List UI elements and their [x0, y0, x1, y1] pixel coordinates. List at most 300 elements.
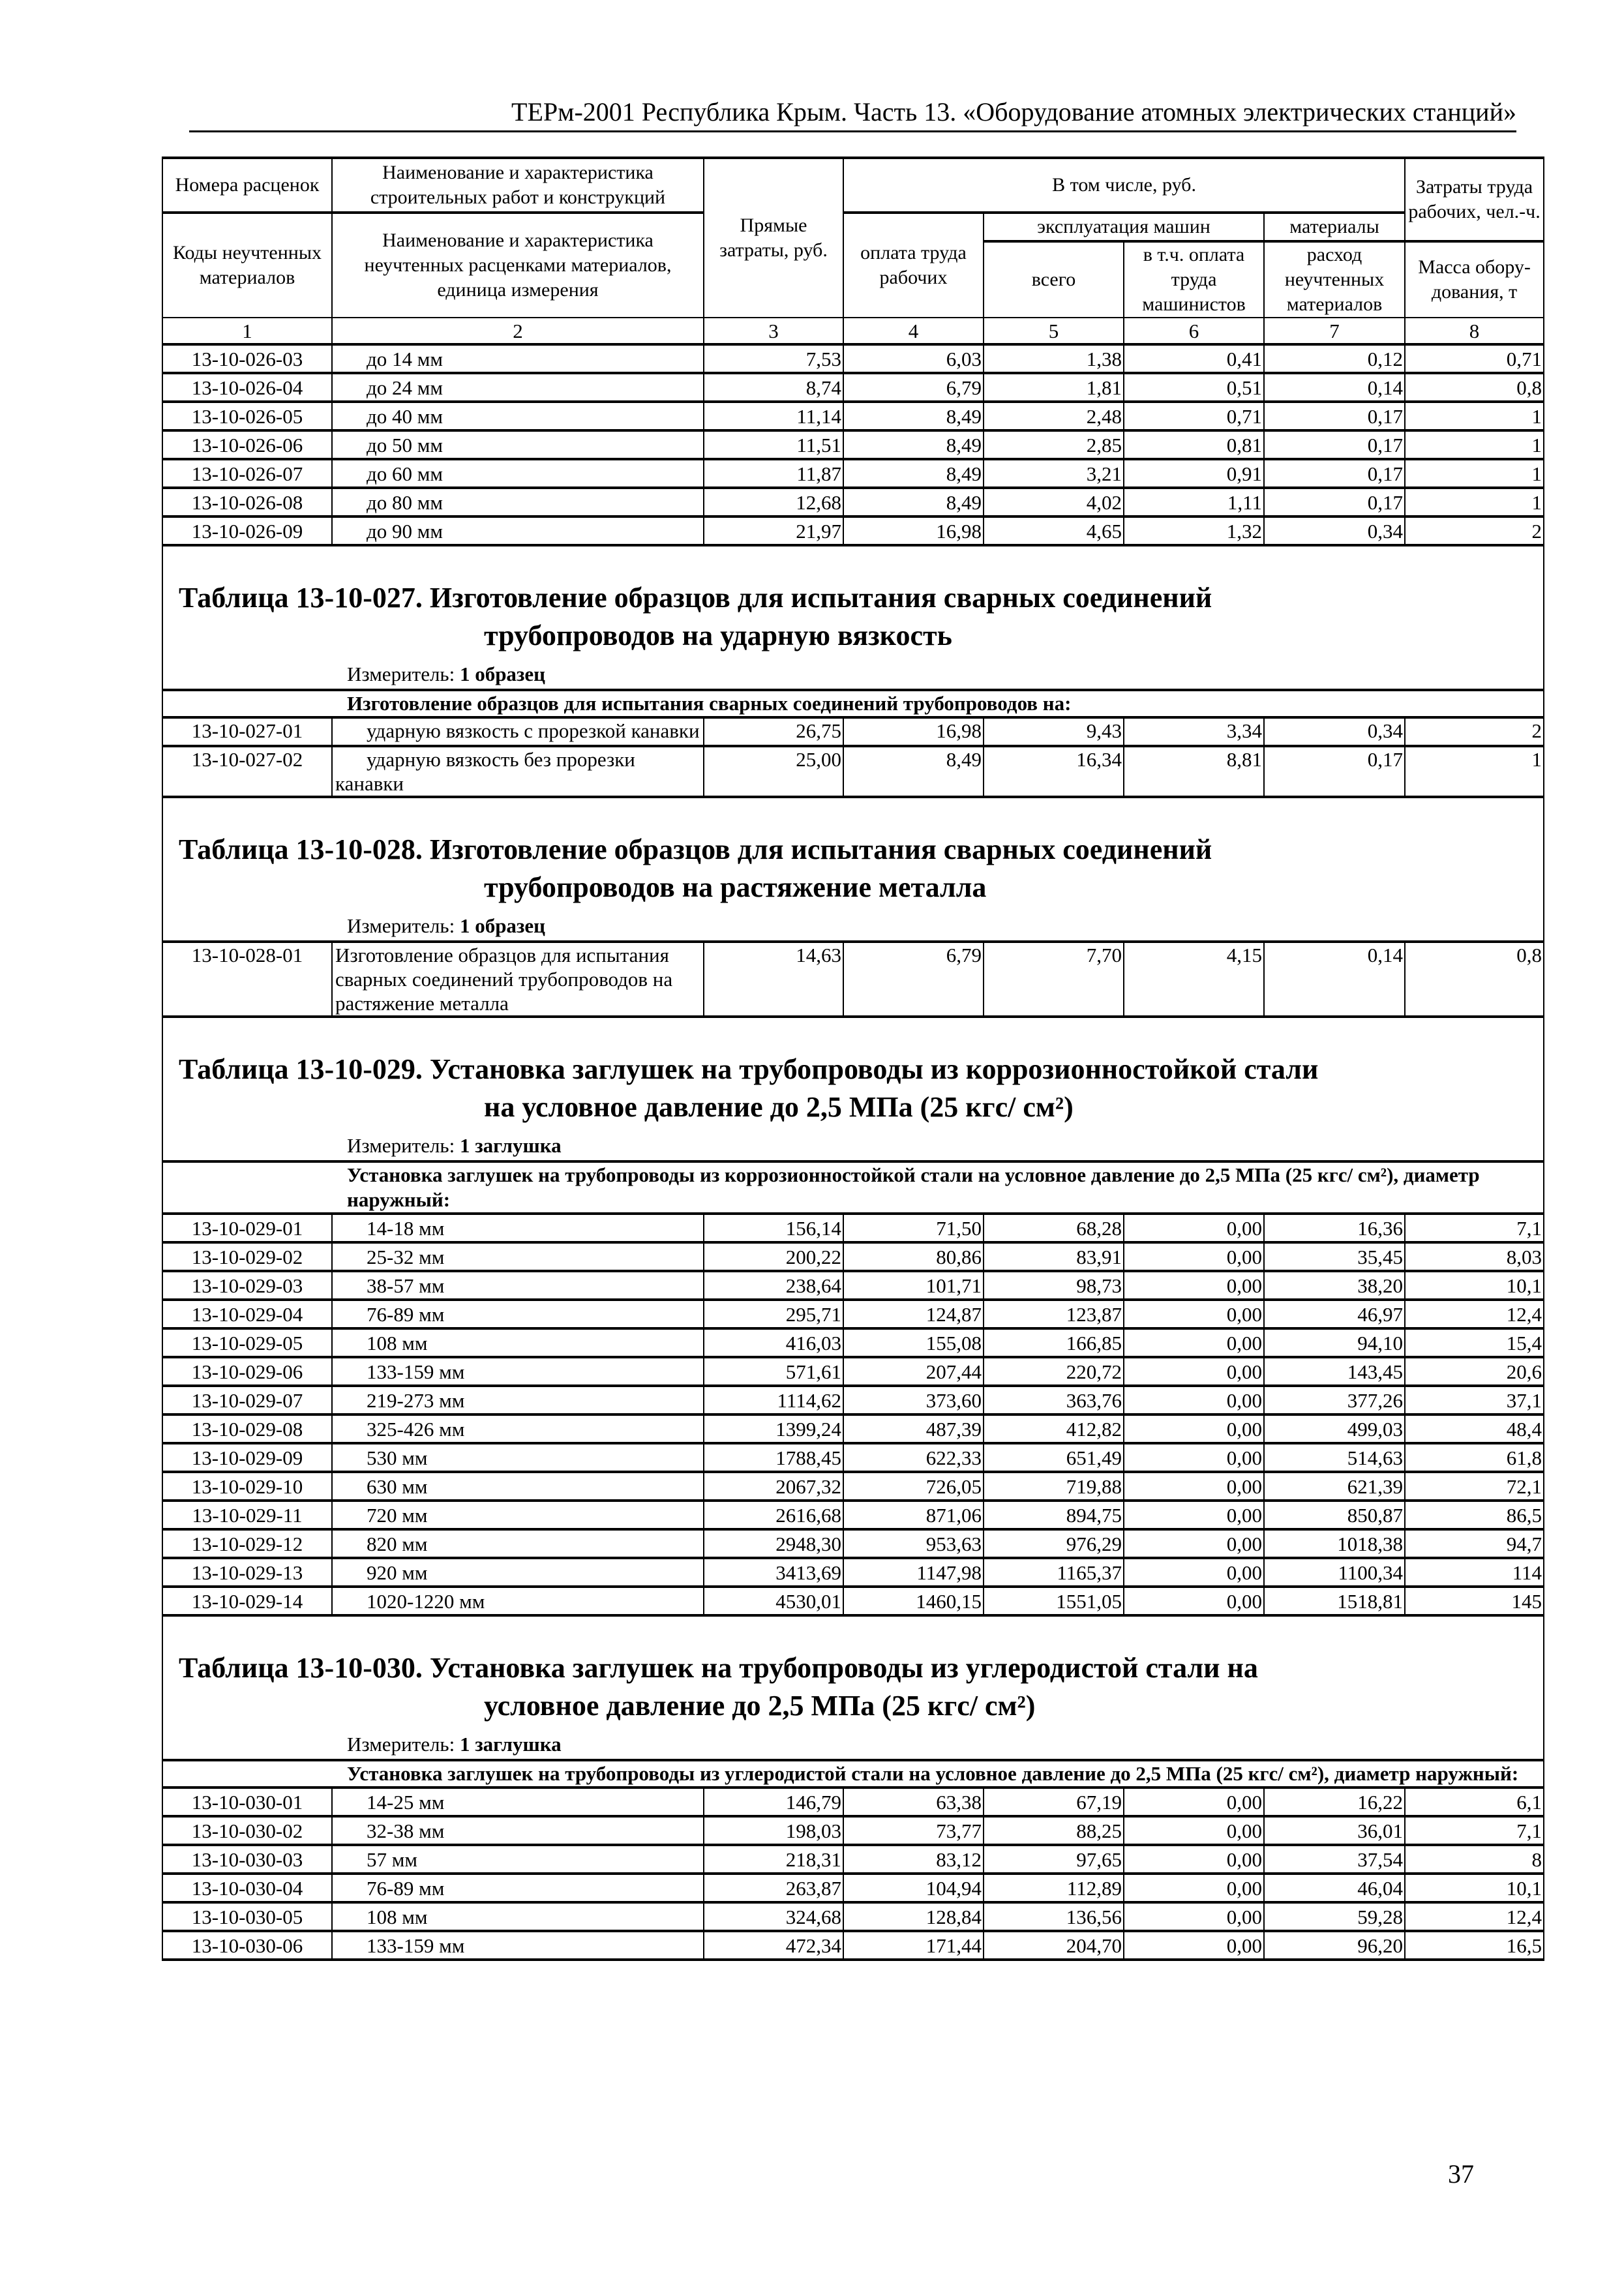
- materials-cost: 35,45: [1264, 1242, 1405, 1271]
- labor-pay: 1147,98: [843, 1558, 984, 1587]
- machines-total: 220,72: [984, 1357, 1124, 1386]
- rate-code: 13-10-028-01: [162, 942, 332, 1017]
- machinist-pay: 0,00: [1124, 1845, 1264, 1874]
- table-row: [162, 1788, 1544, 1816]
- column-number: 3: [704, 318, 843, 344]
- labor-pay: 16,98: [843, 516, 984, 545]
- table-row: [162, 1931, 1544, 1960]
- table-029-group-row: [162, 1161, 1544, 1214]
- col1-header-bottom: Коды неучтенных материалов: [162, 213, 332, 318]
- rate-code: 13-10-026-09: [162, 516, 332, 545]
- rate-code: 13-10-030-04: [162, 1874, 332, 1902]
- work-name: до 60 мм: [332, 459, 704, 488]
- machines-total: 204,70: [984, 1931, 1124, 1960]
- table-029-title-line2: на условное давление до 2,5 МПа (25 кгс/ см²): [484, 1091, 1074, 1123]
- table-row: [162, 1472, 1544, 1501]
- labor-pay: 8,49: [843, 459, 984, 488]
- work-name: 32-38 мм: [332, 1816, 704, 1845]
- machines-total: 67,19: [984, 1788, 1124, 1816]
- labor-hours: 1: [1405, 746, 1544, 797]
- table-028-title-line1: Таблица 13-10-028. Изготовление образцов для испытания сварных соединений: [179, 833, 1212, 865]
- machinist-pay: 0,00: [1124, 1788, 1264, 1816]
- header-row-1: [162, 158, 1544, 213]
- table-row: [162, 1529, 1544, 1558]
- table-row: [162, 1443, 1544, 1472]
- labor-hours: 0,71: [1405, 344, 1544, 373]
- rate-code: 13-10-027-01: [162, 717, 332, 746]
- direct-costs: 26,75: [704, 717, 843, 746]
- column-number: 5: [984, 318, 1124, 344]
- rate-code: 13-10-029-10: [162, 1472, 332, 1501]
- table-row: [162, 1587, 1544, 1615]
- included-header: В том числе, руб.: [843, 158, 1405, 213]
- rate-code: 13-10-026-07: [162, 459, 332, 488]
- table-028-title-block: [162, 797, 1544, 942]
- rate-code: 13-10-030-06: [162, 1931, 332, 1960]
- labor-hours: 10,1: [1405, 1874, 1544, 1902]
- labor-hours: 72,1: [1405, 1472, 1544, 1501]
- direct-costs: 1399,24: [704, 1414, 843, 1443]
- machines-total: 363,76: [984, 1386, 1124, 1414]
- direct-costs: 3413,69: [704, 1558, 843, 1587]
- table-row: [162, 1816, 1544, 1845]
- labor-hours: 12,4: [1405, 1902, 1544, 1931]
- machinist-pay: 0,00: [1124, 1386, 1264, 1414]
- direct-costs: 4530,01: [704, 1587, 843, 1615]
- materials-cost: 1518,81: [1264, 1587, 1405, 1615]
- materials-cost: 46,04: [1264, 1874, 1405, 1902]
- direct-costs: 218,31: [704, 1845, 843, 1874]
- direct-costs: 11,87: [704, 459, 843, 488]
- work-name: 14-25 мм: [332, 1788, 704, 1816]
- machinist-pay: 0,00: [1124, 1472, 1264, 1501]
- table-row: [162, 1902, 1544, 1931]
- materials-cost: 1018,38: [1264, 1529, 1405, 1558]
- work-name: до 80 мм: [332, 488, 704, 516]
- labor-pay: 1460,15: [843, 1587, 984, 1615]
- table-row: [162, 430, 1544, 459]
- table-row: [162, 1501, 1544, 1529]
- work-name: 57 мм: [332, 1845, 704, 1874]
- labor-pay: 8,49: [843, 746, 984, 797]
- table-row: [162, 1357, 1544, 1386]
- materials-cost: 0,14: [1264, 942, 1405, 1017]
- col2-header-top: Наименование и характеристика строительных работ и конструкций: [332, 158, 704, 213]
- table-026-rows: [162, 344, 1544, 545]
- table-row: [162, 488, 1544, 516]
- rate-code: 13-10-026-04: [162, 373, 332, 402]
- rate-code: 13-10-030-05: [162, 1902, 332, 1931]
- labor-hours: 48,4: [1405, 1414, 1544, 1443]
- table-row: [162, 459, 1544, 488]
- price-table: [162, 157, 1544, 1961]
- materials-cost: 0,34: [1264, 717, 1405, 746]
- labor-pay: 726,05: [843, 1472, 984, 1501]
- labor-pay: 155,08: [843, 1328, 984, 1357]
- direct-costs: 25,00: [704, 746, 843, 797]
- direct-costs: 295,71: [704, 1300, 843, 1328]
- table-028-measure: Измеритель: 1 образец: [347, 914, 546, 937]
- labor-hours: 1: [1405, 430, 1544, 459]
- rate-code: 13-10-029-09: [162, 1443, 332, 1472]
- col1-header-top: Номера расценок: [162, 158, 332, 213]
- rate-code: 13-10-029-06: [162, 1357, 332, 1386]
- column-number: 2: [332, 318, 704, 344]
- table-row: [162, 1328, 1544, 1357]
- labor-hours: 61,8: [1405, 1443, 1544, 1472]
- direct-costs: 571,61: [704, 1357, 843, 1386]
- machines-total: 1,38: [984, 344, 1124, 373]
- machines-total: 1165,37: [984, 1558, 1124, 1587]
- materials-cost: 0,17: [1264, 459, 1405, 488]
- labor-pay: 8,49: [843, 430, 984, 459]
- table-030-measure: Измеритель: 1 заглушка: [347, 1733, 562, 1756]
- direct-costs: 146,79: [704, 1788, 843, 1816]
- direct-costs: 1114,62: [704, 1386, 843, 1414]
- machinist-pay: 0,00: [1124, 1931, 1264, 1960]
- work-name: Изготовление образцов для испытания сварных соединений трубопроводов на растяжение металла: [332, 942, 704, 1017]
- work-name: 108 мм: [332, 1902, 704, 1931]
- direct-costs: 200,22: [704, 1242, 843, 1271]
- machinist-pay: 0,00: [1124, 1501, 1264, 1529]
- machinist-pay: 0,81: [1124, 430, 1264, 459]
- labor-pay: 71,50: [843, 1214, 984, 1242]
- work-name: 720 мм: [332, 1501, 704, 1529]
- direct-costs: 263,87: [704, 1874, 843, 1902]
- labor-pay: 16,98: [843, 717, 984, 746]
- column-number: 7: [1264, 318, 1405, 344]
- table-027-group-label: Изготовление образцов для испытания сварных соединений трубопроводов на:: [162, 690, 1544, 717]
- materials-cost: 621,39: [1264, 1472, 1405, 1501]
- labor-pay: 128,84: [843, 1902, 984, 1931]
- machines-total: 4,02: [984, 488, 1124, 516]
- labor-pay: 83,12: [843, 1845, 984, 1874]
- labor-hours: 8,03: [1405, 1242, 1544, 1271]
- materials-cost: 0,17: [1264, 746, 1405, 797]
- labor-hours: 7,1: [1405, 1214, 1544, 1242]
- materials-cost: 37,54: [1264, 1845, 1405, 1874]
- table-029-group-label: Установка заглушек на трубопроводы из коррозионностойкой стали на условное давление до 2,5 МПа (25 кгс/ см²), диаметр наружный:: [162, 1161, 1544, 1214]
- work-name: 325-426 мм: [332, 1414, 704, 1443]
- table-row: [162, 1874, 1544, 1902]
- labor-hours: 2: [1405, 717, 1544, 746]
- machines-total: 2,48: [984, 402, 1124, 430]
- direct-costs: 1788,45: [704, 1443, 843, 1472]
- table-027-title-line2: трубопроводов на ударную вязкость: [484, 620, 952, 651]
- column-number: 6: [1124, 318, 1264, 344]
- rate-code: 13-10-029-11: [162, 1501, 332, 1529]
- machines-total: 83,91: [984, 1242, 1124, 1271]
- work-name: 133-159 мм: [332, 1357, 704, 1386]
- direct-costs: 416,03: [704, 1328, 843, 1357]
- machines-total: 2,85: [984, 430, 1124, 459]
- labor-pay: 124,87: [843, 1300, 984, 1328]
- direct-costs: 8,74: [704, 373, 843, 402]
- table-row: [162, 1242, 1544, 1271]
- labor-pay: 80,86: [843, 1242, 984, 1271]
- labor-pay: 6,79: [843, 942, 984, 1017]
- materials-cost: 59,28: [1264, 1902, 1405, 1931]
- rate-code: 13-10-029-13: [162, 1558, 332, 1587]
- work-name: 14-18 мм: [332, 1214, 704, 1242]
- direct-costs: 472,34: [704, 1931, 843, 1960]
- labor-pay: 104,94: [843, 1874, 984, 1902]
- machines-total: 976,29: [984, 1529, 1124, 1558]
- work-name: 133-159 мм: [332, 1931, 704, 1960]
- table-029-measure: Измеритель: 1 заглушка: [347, 1134, 562, 1157]
- col5-header: всего: [984, 241, 1124, 318]
- table-030-rows: [162, 1788, 1544, 1960]
- rate-code: 13-10-030-02: [162, 1816, 332, 1845]
- labor-hours: 1: [1405, 402, 1544, 430]
- direct-costs: 238,64: [704, 1271, 843, 1300]
- table-row: [162, 1386, 1544, 1414]
- direct-costs: 2067,32: [704, 1472, 843, 1501]
- work-name: 920 мм: [332, 1558, 704, 1587]
- column-number: 1: [162, 318, 332, 344]
- labor-hours: 145: [1405, 1587, 1544, 1615]
- direct-costs: 21,97: [704, 516, 843, 545]
- table-027-measure: Измеритель: 1 образец: [347, 663, 546, 685]
- materials-cost: 850,87: [1264, 1501, 1405, 1529]
- table-row: [162, 746, 1544, 797]
- table-row: [162, 1558, 1544, 1587]
- labor-hours: 12,4: [1405, 1300, 1544, 1328]
- labor-pay: 8,49: [843, 402, 984, 430]
- table-029-rows: [162, 1214, 1544, 1615]
- col4-header: оплата труда рабочих: [843, 213, 984, 318]
- direct-costs: 324,68: [704, 1902, 843, 1931]
- header-rule: [189, 130, 1516, 132]
- rate-code: 13-10-030-01: [162, 1788, 332, 1816]
- direct-costs: 7,53: [704, 344, 843, 373]
- work-name: до 50 мм: [332, 430, 704, 459]
- machinist-pay: 0,00: [1124, 1529, 1264, 1558]
- machinist-pay: 0,00: [1124, 1443, 1264, 1472]
- materials-cost: 143,45: [1264, 1357, 1405, 1386]
- table-030-title-line1: Таблица 13-10-030. Установка заглушек на трубопроводы из углеродистой стали на: [179, 1652, 1258, 1684]
- labor-pay: 6,03: [843, 344, 984, 373]
- table-027-title-line1: Таблица 13-10-027. Изготовление образцов для испытания сварных соединений: [179, 582, 1212, 614]
- materials-cost: 96,20: [1264, 1931, 1405, 1960]
- work-name: ударную вязкость без прорезки канавки: [332, 746, 704, 797]
- machinist-pay: 1,11: [1124, 488, 1264, 516]
- labor-hours: 94,7: [1405, 1529, 1544, 1558]
- work-name: 530 мм: [332, 1443, 704, 1472]
- materials-header: материалы: [1264, 213, 1405, 241]
- work-name: до 90 мм: [332, 516, 704, 545]
- machinist-pay: 0,41: [1124, 344, 1264, 373]
- table-row: [162, 402, 1544, 430]
- materials-cost: 46,97: [1264, 1300, 1405, 1328]
- machinist-pay: 0,00: [1124, 1902, 1264, 1931]
- labor-pay: 622,33: [843, 1443, 984, 1472]
- rate-code: 13-10-026-06: [162, 430, 332, 459]
- machinist-pay: 0,91: [1124, 459, 1264, 488]
- machines-total: 9,43: [984, 717, 1124, 746]
- header-row-2: [162, 213, 1544, 241]
- table-row: [162, 1214, 1544, 1242]
- rate-code: 13-10-030-03: [162, 1845, 332, 1874]
- labor-pay: 373,60: [843, 1386, 984, 1414]
- machines-total: 719,88: [984, 1472, 1124, 1501]
- machinist-pay: 0,00: [1124, 1414, 1264, 1443]
- direct-costs: 156,14: [704, 1214, 843, 1242]
- rate-code: 13-10-029-12: [162, 1529, 332, 1558]
- machines-total: 112,89: [984, 1874, 1124, 1902]
- rate-code: 13-10-029-02: [162, 1242, 332, 1271]
- materials-cost: 38,20: [1264, 1271, 1405, 1300]
- materials-cost: 377,26: [1264, 1386, 1405, 1414]
- rate-code: 13-10-029-14: [162, 1587, 332, 1615]
- table-029-title-block: [162, 1017, 1544, 1161]
- machinist-pay: 4,15: [1124, 942, 1264, 1017]
- materials-cost: 94,10: [1264, 1328, 1405, 1357]
- rate-code: 13-10-029-08: [162, 1414, 332, 1443]
- labor-hours: 0,8: [1405, 942, 1544, 1017]
- labor-pay: 487,39: [843, 1414, 984, 1443]
- labor-hours: 1: [1405, 488, 1544, 516]
- page-number: 37: [1448, 2159, 1474, 2189]
- direct-costs: 12,68: [704, 488, 843, 516]
- rate-code: 13-10-026-03: [162, 344, 332, 373]
- table-027-rows: [162, 717, 1544, 797]
- running-header: ТЕРм-2001 Республика Крым. Часть 13. «Оборудование атомных электрических станций»: [511, 97, 1516, 127]
- rate-code: 13-10-029-05: [162, 1328, 332, 1357]
- column-number: 8: [1405, 318, 1544, 344]
- materials-cost: 514,63: [1264, 1443, 1405, 1472]
- materials-cost: 0,17: [1264, 488, 1405, 516]
- machinist-pay: 0,00: [1124, 1587, 1264, 1615]
- labor-hours: 0,8: [1405, 373, 1544, 402]
- work-name: 38-57 мм: [332, 1271, 704, 1300]
- work-name: 630 мм: [332, 1472, 704, 1501]
- work-name: 25-32 мм: [332, 1242, 704, 1271]
- machinist-pay: 8,81: [1124, 746, 1264, 797]
- col7-header: расход неучтенных материалов: [1264, 241, 1405, 318]
- machinist-pay: 3,34: [1124, 717, 1264, 746]
- materials-cost: 36,01: [1264, 1816, 1405, 1845]
- table-029-title-line1: Таблица 13-10-029. Установка заглушек на трубопроводы из коррозионностойкой стали: [179, 1053, 1319, 1085]
- col8-header-top: Затраты труда рабочих, чел.-ч.: [1405, 158, 1544, 241]
- labor-hours: 10,1: [1405, 1271, 1544, 1300]
- labor-pay: 73,77: [843, 1816, 984, 1845]
- materials-cost: 0,34: [1264, 516, 1405, 545]
- machines-total: 123,87: [984, 1300, 1124, 1328]
- materials-cost: 0,12: [1264, 344, 1405, 373]
- rate-code: 13-10-027-02: [162, 746, 332, 797]
- work-name: ударную вязкость с прорезкой канавки: [332, 717, 704, 746]
- labor-pay: 6,79: [843, 373, 984, 402]
- labor-hours: 16,5: [1405, 1931, 1544, 1960]
- machinist-pay: 0,00: [1124, 1328, 1264, 1357]
- table-row: [162, 717, 1544, 746]
- machines-total: 412,82: [984, 1414, 1124, 1443]
- work-name: до 40 мм: [332, 402, 704, 430]
- labor-hours: 20,6: [1405, 1357, 1544, 1386]
- machines-total: 3,21: [984, 459, 1124, 488]
- rate-code: 13-10-026-08: [162, 488, 332, 516]
- machines-total: 98,73: [984, 1271, 1124, 1300]
- materials-cost: 0,17: [1264, 402, 1405, 430]
- materials-cost: 1100,34: [1264, 1558, 1405, 1587]
- machinist-pay: 1,32: [1124, 516, 1264, 545]
- machines-total: 1,81: [984, 373, 1124, 402]
- table-027-group-row: [162, 690, 1544, 717]
- work-name: 108 мм: [332, 1328, 704, 1357]
- table-029-title: [163, 1051, 1543, 1126]
- labor-pay: 63,38: [843, 1788, 984, 1816]
- machines-total: 16,34: [984, 746, 1124, 797]
- table-row: [162, 1300, 1544, 1328]
- table-030-title: [163, 1649, 1543, 1725]
- machines-total: 4,65: [984, 516, 1124, 545]
- work-name: до 24 мм: [332, 373, 704, 402]
- labor-hours: 6,1: [1405, 1788, 1544, 1816]
- machinist-pay: 0,00: [1124, 1816, 1264, 1845]
- labor-pay: 953,63: [843, 1529, 984, 1558]
- work-name: 219-273 мм: [332, 1386, 704, 1414]
- rate-code: 13-10-029-04: [162, 1300, 332, 1328]
- materials-cost: 0,14: [1264, 373, 1405, 402]
- col6-header: в т.ч. оплата труда машинистов: [1124, 241, 1264, 318]
- direct-costs: 198,03: [704, 1816, 843, 1845]
- machinist-pay: 0,00: [1124, 1558, 1264, 1587]
- labor-hours: 86,5: [1405, 1501, 1544, 1529]
- labor-hours: 1: [1405, 459, 1544, 488]
- direct-costs: 2616,68: [704, 1501, 843, 1529]
- machines-total: 1551,05: [984, 1587, 1124, 1615]
- table-030-group-row: [162, 1760, 1544, 1788]
- table-027-title-block: [162, 545, 1544, 690]
- materials-cost: 0,17: [1264, 430, 1405, 459]
- labor-pay: 8,49: [843, 488, 984, 516]
- machines-total: 166,85: [984, 1328, 1124, 1357]
- column-numbers-row: [162, 318, 1544, 344]
- work-name: 820 мм: [332, 1529, 704, 1558]
- work-name: до 14 мм: [332, 344, 704, 373]
- labor-hours: 7,1: [1405, 1816, 1544, 1845]
- table-028-title: [163, 831, 1543, 906]
- machinist-pay: 0,00: [1124, 1214, 1264, 1242]
- table-028-rows: [162, 942, 1544, 1017]
- table-row: [162, 344, 1544, 373]
- price-table-container: [162, 157, 1543, 1961]
- direct-costs: 11,51: [704, 430, 843, 459]
- table-027-title: [163, 579, 1543, 655]
- column-number: 4: [843, 318, 984, 344]
- col2-header-bottom: Наименование и характеристика неучтенных расценками материалов, единица измерения: [332, 213, 704, 318]
- labor-pay: 871,06: [843, 1501, 984, 1529]
- table-row: [162, 1414, 1544, 1443]
- machines-total: 136,56: [984, 1902, 1124, 1931]
- machinist-pay: 0,51: [1124, 373, 1264, 402]
- col8-header-bottom: Масса обору-дования, т: [1405, 241, 1544, 318]
- labor-hours: 114: [1405, 1558, 1544, 1587]
- labor-hours: 15,4: [1405, 1328, 1544, 1357]
- table-row: [162, 942, 1544, 1017]
- table-row: [162, 1271, 1544, 1300]
- machinist-pay: 0,00: [1124, 1874, 1264, 1902]
- rate-code: 13-10-029-07: [162, 1386, 332, 1414]
- machinist-pay: 0,71: [1124, 402, 1264, 430]
- materials-cost: 16,22: [1264, 1788, 1405, 1816]
- table-row: [162, 373, 1544, 402]
- labor-pay: 207,44: [843, 1357, 984, 1386]
- machinist-pay: 0,00: [1124, 1242, 1264, 1271]
- table-030-title-line2: условное давление до 2,5 МПа (25 кгс/ см²): [484, 1690, 1036, 1722]
- machines-header: эксплуатация машин: [984, 213, 1264, 241]
